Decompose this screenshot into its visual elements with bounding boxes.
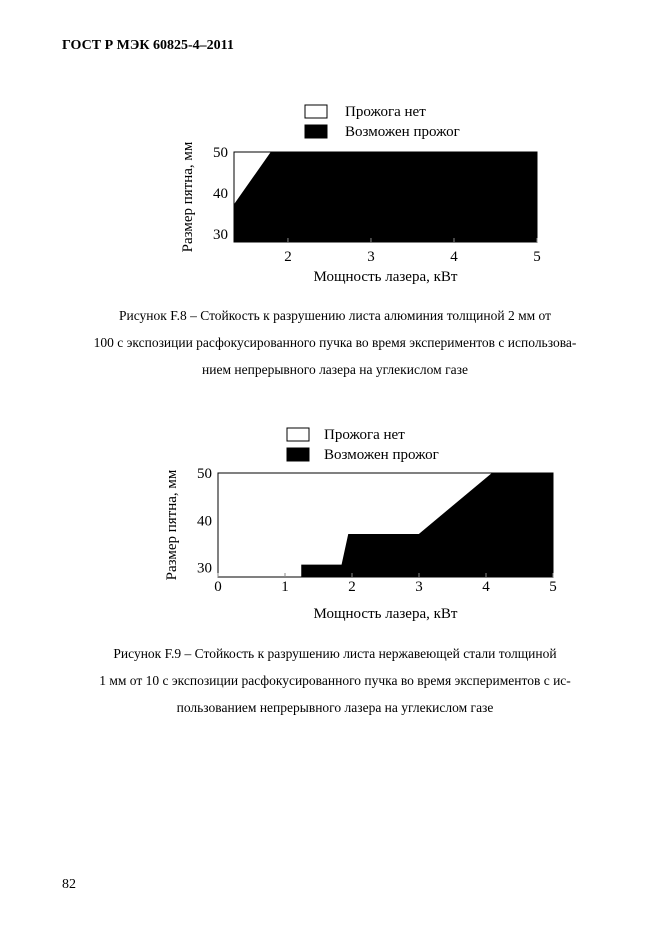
legend-label: Прожога нет (345, 104, 426, 120)
y-axis-label: Размер пятна, мм (180, 141, 196, 253)
y-tick-label: 30 (197, 560, 212, 577)
x-tick-label: 3 (415, 579, 423, 595)
caption-line: 1 мм от 10 с экспозиции расфокусированного пучка во время экспериментов с ис- (99, 673, 571, 688)
burn-possible-area (234, 152, 537, 242)
x-tick-label: 3 (367, 249, 375, 265)
x-axis-label: Мощность лазера, кВт (313, 606, 458, 622)
x-tick-label: 1 (281, 579, 289, 595)
figure-f9-chart (0, 418, 661, 630)
y-tick-label: 40 (213, 185, 228, 202)
y-tick-label: 50 (197, 466, 212, 482)
caption-line: Рисунок F.8 – Стойкость к разрушению листа алюминия толщиной 2 мм от (118, 308, 551, 323)
x-tick-label: 5 (549, 579, 557, 595)
document-header: ГОСТ Р МЭК 60825-4–2011 (62, 38, 234, 53)
x-tick-label: 4 (482, 579, 490, 595)
legend-swatch (287, 428, 309, 441)
y-tick-label: 50 (213, 145, 228, 161)
y-axis-label: Размер пятна, мм (164, 469, 180, 581)
legend-label: Возможен прожог (324, 447, 439, 463)
legend-swatch (305, 105, 327, 118)
caption-line: нием непрерывного лазера на углекислом газе (202, 362, 468, 377)
y-tick-label: 30 (213, 226, 228, 243)
caption-line: пользованием непрерывного лазера на углекислом газе (176, 700, 494, 715)
x-tick-label: 0 (214, 579, 222, 595)
legend-label: Возможен прожог (345, 124, 460, 140)
legend-swatch (305, 125, 327, 138)
legend-label: Прожога нет (324, 427, 405, 443)
figure-f9-caption (55, 640, 615, 721)
caption-line: 100 с экспозиции расфокусированного пучка во время экспериментов с использова- (93, 335, 577, 350)
x-tick-label: 5 (533, 249, 541, 265)
x-tick-label: 2 (348, 579, 356, 595)
page-number: 82 (62, 877, 76, 892)
x-tick-label: 2 (284, 249, 292, 265)
figure-f8-caption (55, 302, 615, 383)
figure-f9-svg (0, 418, 661, 630)
x-tick-label: 4 (450, 249, 458, 265)
figure-f8-chart (0, 95, 661, 290)
caption-line: Рисунок F.9 – Стойкость к разрушению листа нержавеющей стали толщиной (113, 646, 557, 661)
y-tick-label: 40 (197, 513, 212, 530)
figure-f8-svg (0, 95, 661, 290)
x-axis-label: Мощность лазера, кВт (313, 269, 458, 285)
legend-swatch (287, 448, 309, 461)
